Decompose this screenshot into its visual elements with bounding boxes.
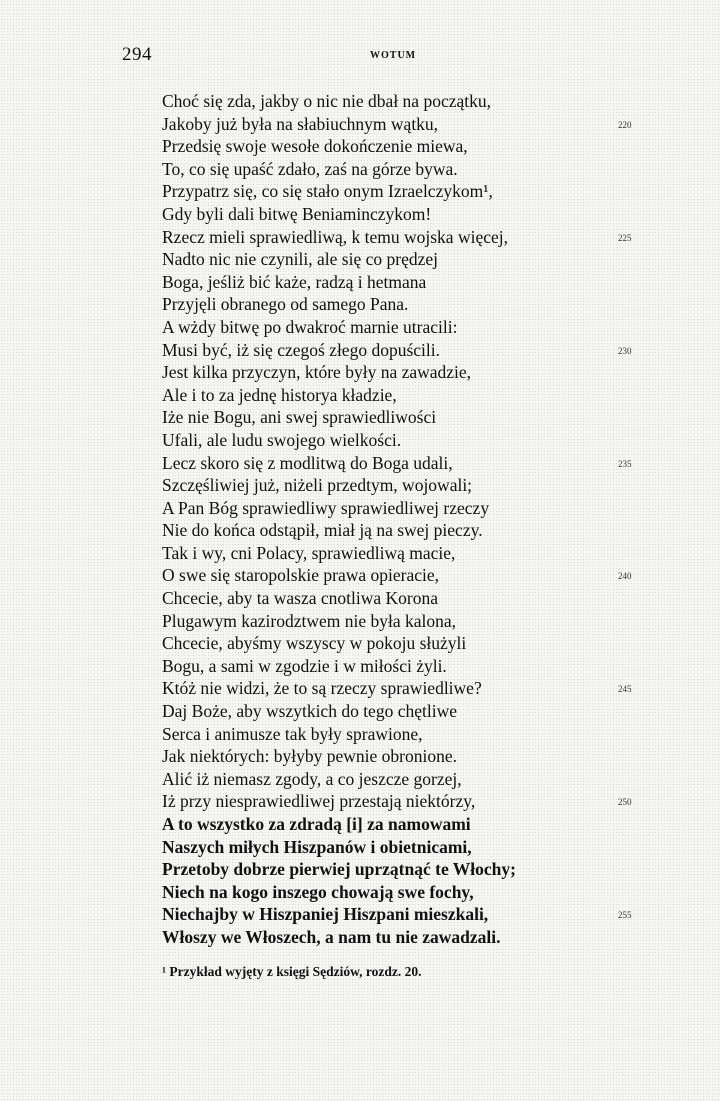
line-number: 230 <box>618 345 632 356</box>
poem-line <box>162 632 682 655</box>
line-number: 220 <box>618 119 632 130</box>
poem-line <box>162 700 682 723</box>
poem-line-text: Jest kilka przyczyn, które były na zawadzie, <box>162 362 472 383</box>
line-number: 235 <box>618 458 632 469</box>
poem-line <box>162 226 682 249</box>
poem-line-text: Nadto nic nie czynili, ale się co prędzej <box>162 249 438 270</box>
poem-line-text: Przyjęli obranego od samego Pana. <box>162 294 409 315</box>
poem-line-text: Chcecie, abyśmy wszyscy w pokoju służyli <box>162 633 467 654</box>
poem-line <box>162 745 682 768</box>
line-number: 255 <box>618 910 632 921</box>
poem-line-text: Serca i animusze tak były sprawione, <box>162 723 423 744</box>
poem-line-text: Jakoby już była na słabiuchnym wątku, <box>162 113 439 134</box>
poem-line-text: Któż nie widzi, że to są rzeczy sprawiedliwe? <box>162 678 482 699</box>
poem-line <box>162 723 682 746</box>
poem-line-text: Przetoby dobrze pierwiej uprzątnąć te Włochy; <box>162 859 516 880</box>
poem-line <box>162 248 682 271</box>
poem-line-text: Naszych miłych Hiszpanów i obietnicami, <box>162 836 472 857</box>
poem-line <box>162 542 682 565</box>
poem-line <box>162 90 682 113</box>
poem-line <box>162 384 682 407</box>
poem-line-text: Niechajby w Hiszpaniej Hiszpani mieszkali, <box>162 904 489 925</box>
poem-line <box>162 361 682 384</box>
poem-line <box>162 768 682 791</box>
poem-line-text: Włoszy we Włoszech, a nam tu nie zawadzali. <box>162 926 501 947</box>
poem-line-text: Przypatrz się, co się stało onym Izraelczykom¹, <box>162 181 493 202</box>
poem-line <box>162 158 682 181</box>
poem-line-text: Plugawym kazirodztwem nie była kalona, <box>162 610 457 631</box>
poem-line-text: Iże nie Bogu, ani swej sprawiedliwości <box>162 407 437 428</box>
poem-line <box>162 813 682 836</box>
poem-line <box>162 429 682 452</box>
poem-line <box>162 790 682 813</box>
footnote: ¹ Przykład wyjęty z księgi Sędziów, rozdz. 20. <box>162 964 422 979</box>
poem-line <box>162 858 682 881</box>
poem-line-text: A Pan Bóg sprawiedliwy sprawiedliwej rzeczy <box>162 497 490 518</box>
line-number: 245 <box>618 684 632 695</box>
poem-line-text: Szczęśliwiej już, niżeli przedtym, wojowali; <box>162 475 473 496</box>
poem-line <box>162 497 682 520</box>
poem-line <box>162 519 682 542</box>
poem-line-text: Rzecz mieli sprawiedliwą, k temu wojska więcej, <box>162 226 508 247</box>
poem-line <box>162 203 682 226</box>
poem-line-text: Musi być, iż się czegoś złego dopuścili. <box>162 339 440 360</box>
poem-line-text: Alić iż niemasz zgody, a co jeszcze gorzej, <box>162 768 462 789</box>
poem-line-text: Iż przy niesprawiedliwej przestają niektórzy, <box>162 791 476 812</box>
poem-line <box>162 113 682 136</box>
poem-line-text: To, co się upaść zdało, zaś na górze bywa. <box>162 158 458 179</box>
poem-line <box>162 587 682 610</box>
poem-line-text: Ale i to za jednę historya kładzie, <box>162 384 397 405</box>
page-number: 294 <box>122 44 152 65</box>
poem-line-text: Tak i wy, cni Polacy, sprawiedliwą macie, <box>162 542 456 563</box>
running-head: WOTUM <box>370 50 417 61</box>
poem-line-text: A to wszystko za zdradą [i] za namowami <box>162 814 471 834</box>
page-header <box>122 44 582 72</box>
poem-line-text: Chcecie, aby ta wasza cnotliwa Korona <box>162 588 438 609</box>
poem-line-text: Lecz skoro się z modlitwą do Boga udali, <box>162 452 453 473</box>
poem-line-text: Niech na kogo inszego chowają swe fochy, <box>162 881 474 902</box>
poem-line-text: A wżdy bitwę po dwakroć marnie utracili: <box>162 316 458 337</box>
poem-line <box>162 903 682 926</box>
poem-line <box>162 452 682 475</box>
poem-line-text: Gdy byli dali bitwę Beniaminczykom! <box>162 203 432 224</box>
poem-line-text: Przedsię swoje wesołe dokończenie miewa, <box>162 136 468 157</box>
poem-line <box>162 677 682 700</box>
line-number: 225 <box>618 232 632 243</box>
poem-line-text: Boga, jeśliż bić każe, radzą i hetmana <box>162 271 427 292</box>
line-number: 240 <box>618 571 632 582</box>
poem-line <box>162 655 682 678</box>
poem-line-text: Daj Boże, aby wszytkich do tego chętliwe <box>162 701 457 722</box>
poem-line <box>162 610 682 633</box>
poem-line-text: O swe się staropolskie prawa opieracie, <box>162 565 439 586</box>
poem-line-text: Bogu, a sami w zgodzie i w miłości żyli. <box>162 655 447 676</box>
poem-text <box>162 90 682 949</box>
poem-line <box>162 271 682 294</box>
poem-line-text: Ufali, ale ludu swojego wielkości. <box>162 429 402 450</box>
poem-line <box>162 316 682 339</box>
poem-line <box>162 293 682 316</box>
line-number: 250 <box>618 797 632 808</box>
poem-line <box>162 881 682 904</box>
poem-line <box>162 836 682 859</box>
poem-line <box>162 339 682 362</box>
poem-line <box>162 564 682 587</box>
poem-line <box>162 135 682 158</box>
poem-line-text: Choć się zda, jakby o nic nie dbał na początku, <box>162 91 491 111</box>
poem-line <box>162 926 682 949</box>
poem-line <box>162 180 682 203</box>
poem-line <box>162 406 682 429</box>
poem-line-text: Nie do końca odstąpił, miał ją na swej pieczy. <box>162 520 483 541</box>
poem-line <box>162 474 682 497</box>
poem-line-text: Jak niektórych: byłyby pewnie obronione. <box>162 746 458 767</box>
